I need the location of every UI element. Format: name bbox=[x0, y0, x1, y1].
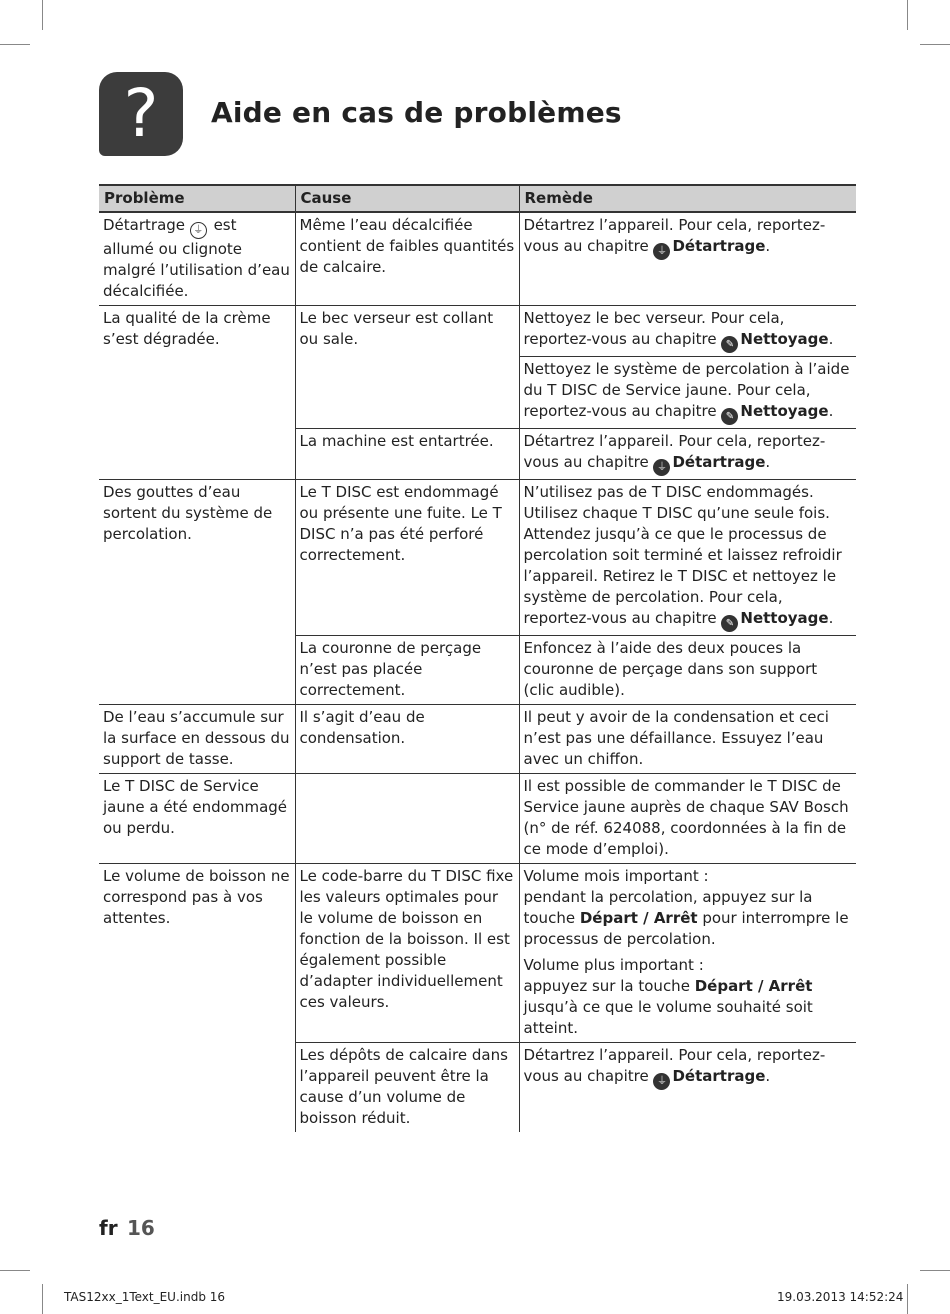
remedy-cell: Détartrez l’appareil. Pour cela, reportez-vous au chapitre ⏚ Détartrage. bbox=[519, 212, 856, 306]
cause-cell bbox=[295, 774, 519, 864]
remedy-cell: Détartrez l’appareil. Pour cela, reportez-vous au chapitre ⏚ Détartrage. bbox=[519, 1043, 856, 1133]
crop-mark bbox=[907, 0, 908, 30]
problem-cell bbox=[99, 212, 295, 306]
header-cause: Cause bbox=[295, 185, 519, 212]
cause-cell: Le code-barre du T DISC fixe les valeurs optimales pour le volume de boisson en fonction de la boisson. Il est également possible d’adapter individuellement ces valeurs. bbox=[295, 864, 519, 1043]
problem-text: est allumé ou clignote malgré l’utilisation d’eau décalcifiée. bbox=[103, 216, 290, 300]
remedy-text: Détartrez l’appareil. Pour cela, reportez-vous au chapitre bbox=[523, 1046, 826, 1085]
key-label: Départ / Arrêt bbox=[579, 909, 698, 927]
crop-mark bbox=[0, 1270, 30, 1271]
question-mark-icon: ? bbox=[99, 72, 183, 156]
crop-mark bbox=[42, 1284, 43, 1314]
problem-cell: Des gouttes d’eau sortent du système de percolation. bbox=[99, 480, 295, 705]
problem-cell: De l’eau s’accumule sur la surface en dessous du support de tasse. bbox=[99, 705, 295, 774]
remedy-cell: Il peut y avoir de la condensation et ceci n’est pas une défaillance. Essuyez l’eau avec un chiffon. bbox=[519, 705, 856, 774]
problem-cell: Le volume de boisson ne correspond pas à vos attentes. bbox=[99, 864, 295, 1133]
cause-cell: Même l’eau décalcifiée contient de faibles quantités de calcaire. bbox=[295, 212, 519, 306]
table-row bbox=[99, 480, 856, 636]
table-row bbox=[99, 212, 856, 306]
key-label: Départ / Arrêt bbox=[694, 977, 813, 995]
remedy-cell: Nettoyez le système de percolation à l’aide du T DISC de Service jaune. Pour cela, reportez-vous au chapitre ✎ Nettoyage. bbox=[519, 357, 856, 429]
problem-cell: La qualité de la crème s’est dégradée. bbox=[99, 306, 295, 480]
remedy-text: Nettoyez le bec verseur. Pour cela, reportez-vous au chapitre bbox=[523, 309, 785, 348]
table-row bbox=[99, 306, 856, 357]
remedy-text: Volume plus important : bbox=[523, 956, 704, 974]
page-title: Aide en cas de problèmes bbox=[211, 96, 622, 129]
crop-mark bbox=[920, 44, 950, 45]
brush-icon: ✎ bbox=[721, 336, 738, 353]
problem-text: Détartrage bbox=[103, 216, 186, 234]
cause-cell: La machine est entartrée. bbox=[295, 429, 519, 480]
chapter-ref: Nettoyage bbox=[740, 402, 829, 420]
remedy-text: pendant la percolation, appuyez sur la touche Départ / Arrêt pour interrompre le processus de percolation. bbox=[523, 888, 849, 948]
remedy-cell: Il est possible de commander le T DISC de Service jaune auprès de chaque SAV Bosch (n° de réf. 624088, coordonnées à la fin de ce mode d’emploi). bbox=[519, 774, 856, 864]
cause-cell: Les dépôts de calcaire dans l’appareil peuvent être la cause d’un volume de boisson réduit. bbox=[295, 1043, 519, 1133]
remedy-text: Détartrez l’appareil. Pour cela, reportez-vous au chapitre bbox=[523, 216, 826, 255]
brush-icon: ✎ bbox=[721, 408, 738, 425]
remedy-cell: Nettoyez le bec verseur. Pour cela, reportez-vous au chapitre ✎ Nettoyage. bbox=[519, 306, 856, 357]
cause-cell: La couronne de perçage n’est pas placée correctement. bbox=[295, 636, 519, 705]
chapter-ref: Nettoyage bbox=[740, 330, 829, 348]
crop-mark bbox=[0, 44, 30, 45]
remedy-cell: N’utilisez pas de T DISC endommagés. Utilisez chaque T DISC qu’une seule fois. Attendez jusqu’à ce que le processus de percolation soit terminé et laissez refroidir l’appareil. Retirez le T DISC et nettoyez le système de percolation. Pour cela, reportez-vous au chapitre ✎ Nettoyage. bbox=[519, 480, 856, 636]
table-row bbox=[99, 864, 856, 1043]
remedy-text: appuyez sur la touche Départ / Arrêt jusqu’à ce que le volume souhaité soit atteint. bbox=[523, 977, 813, 1037]
chapter-ref: Détartrage bbox=[672, 237, 766, 255]
brush-icon: ✎ bbox=[721, 615, 738, 632]
cause-cell: Le bec verseur est collant ou sale. bbox=[295, 306, 519, 429]
cause-cell: Le T DISC est endommagé ou présente une fuite. Le T DISC n’a pas été perforé correctement. bbox=[295, 480, 519, 636]
table-header-row bbox=[99, 185, 856, 212]
crop-mark bbox=[920, 1270, 950, 1271]
remedy-text: Détartrez l’appareil. Pour cela, reportez-vous au chapitre bbox=[523, 432, 826, 471]
troubleshooting-table bbox=[99, 184, 856, 1132]
chapter-ref: Détartrage bbox=[672, 1067, 766, 1085]
descaling-icon: ⏚ bbox=[190, 222, 207, 239]
chapter-ref: Détartrage bbox=[672, 453, 766, 471]
remedy-cell: Enfoncez à l’aide des deux pouces la couronne de perçage dans son support (clic audible). bbox=[519, 636, 856, 705]
header-probleme: Problème bbox=[99, 185, 295, 212]
print-slug-date: 19.03.2013 14:52:24 bbox=[777, 1290, 904, 1304]
remedy-text: Nettoyez le système de percolation à l’aide du T DISC de Service jaune. Pour cela, reportez-vous au chapitre bbox=[523, 360, 850, 420]
table-row bbox=[99, 774, 856, 864]
table-row bbox=[99, 705, 856, 774]
remedy-text: N’utilisez pas de T DISC endommagés. Utilisez chaque T DISC qu’une seule fois. Attendez jusqu’à ce que le processus de percolation soit terminé et laissez refroidir l’appareil. Retirez le T DISC et nettoyez le système de percolation. Pour cela, reportez-vous au chapitre bbox=[523, 483, 842, 627]
remedy-cell: Détartrez l’appareil. Pour cela, reportez-vous au chapitre ⏚ Détartrage. bbox=[519, 429, 856, 480]
language-code: fr bbox=[99, 1216, 118, 1240]
crop-mark bbox=[42, 0, 43, 30]
header-remede: Remède bbox=[519, 185, 856, 212]
problem-cell: Le T DISC de Service jaune a été endommagé ou perdu. bbox=[99, 774, 295, 864]
chapter-ref: Nettoyage bbox=[740, 609, 829, 627]
descaling-icon: ⏚ bbox=[653, 1073, 670, 1090]
crop-mark bbox=[907, 1284, 908, 1314]
descaling-icon: ⏚ bbox=[653, 459, 670, 476]
page-number: 16 bbox=[127, 1216, 155, 1240]
print-slug-file: TAS12xx_1Text_EU.indb 16 bbox=[64, 1290, 226, 1304]
descaling-icon: ⏚ bbox=[653, 243, 670, 260]
remedy-text: Volume mois important : bbox=[523, 867, 709, 885]
cause-cell: Il s’agit d’eau de condensation. bbox=[295, 705, 519, 774]
remedy-cell bbox=[519, 864, 856, 1043]
